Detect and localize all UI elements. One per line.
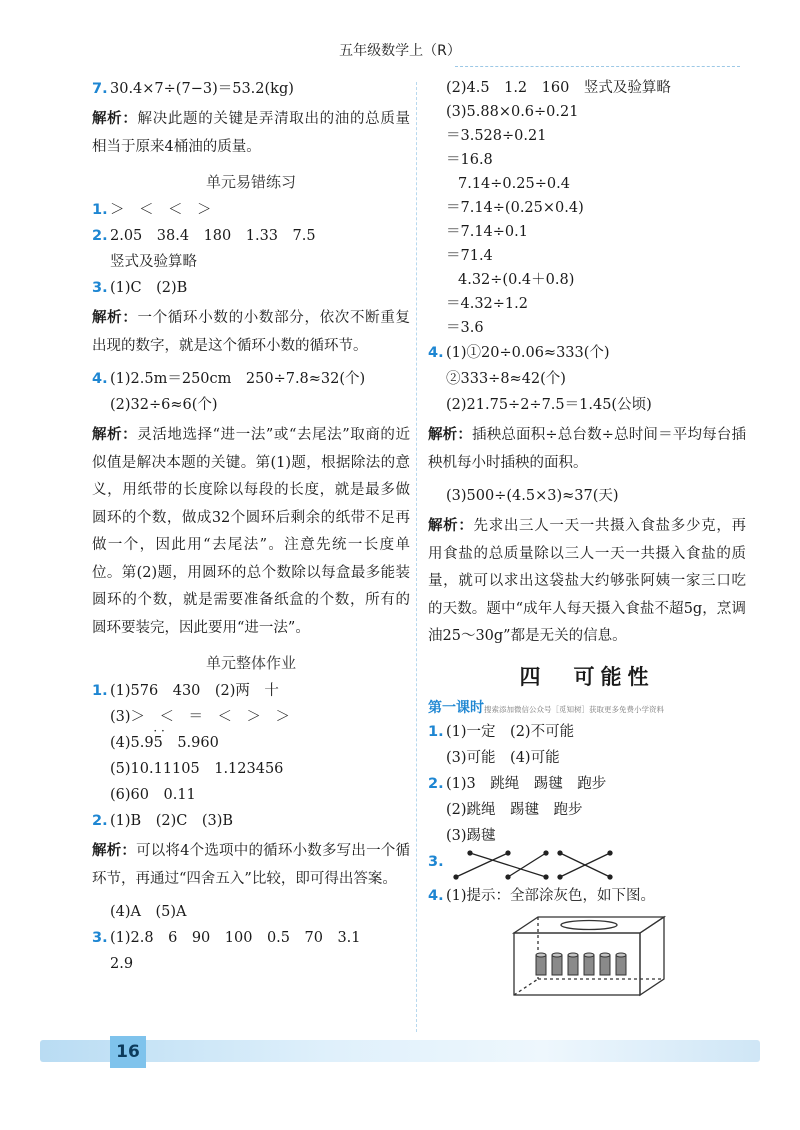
analysis-block [92, 422, 410, 642]
answer-text: (1)576 430 (2)两 十 [110, 683, 279, 699]
answer-line [428, 172, 746, 196]
answer-line [428, 196, 746, 220]
item-number: 2. [92, 228, 108, 244]
answer-text: (1)一定 (2)不可能 [446, 723, 575, 740]
item-number: 3. [92, 930, 108, 946]
answer-text: 2.05 38.4 180 1.33 7.5 [110, 228, 316, 244]
analysis-block [428, 513, 746, 651]
answer-line [92, 925, 410, 951]
item-number: 1. [92, 683, 108, 699]
answer-line [428, 268, 746, 292]
figure-area [428, 909, 746, 1001]
answer-text: (1)B (2)C (3)B [110, 813, 234, 829]
answer-line [428, 483, 746, 509]
answer-line [92, 197, 410, 223]
item-number: 1. [92, 202, 108, 218]
answer-text: (1)2.5m＝250cm 250÷7.8≈32(个) [110, 371, 366, 387]
answer-text: (2)跳绳 踢毽 跑步 [446, 801, 583, 818]
answer-text: ＝16.8 [446, 152, 493, 168]
analysis-text: 解决此题的关键是弄清取出的油的总质量相当于原来4桶油的质量。 [92, 111, 411, 155]
footer-band [40, 1040, 760, 1062]
answer-line [428, 148, 746, 172]
answer-line [92, 678, 410, 704]
analysis-text: 插秧总面积÷总台数÷总时间＝平均每台插秧机每小时插秧的面积。 [428, 427, 746, 471]
analysis-label: 解析： [428, 518, 474, 534]
answer-line [428, 745, 746, 771]
answer-text: ②333÷8≈42(个) [446, 371, 566, 387]
answer-text: (2)4.5 1.2 160 竖式及验算略 [446, 80, 671, 96]
answer-line [92, 730, 410, 756]
left-column [92, 76, 410, 977]
answer-text: (3)5.88×0.6÷0.21 [446, 104, 579, 120]
answer-text-prefix: (4)5. [110, 735, 145, 751]
answer-text: (2)32÷6≈6(个) [110, 397, 218, 413]
promo-note: 搜索添加微信公众号［觅知树］获取更多免费小学资料 [484, 704, 664, 714]
analysis-label: 解析： [92, 310, 138, 326]
answer-line [428, 883, 746, 909]
answer-text-rest: 5.960 [162, 735, 219, 751]
answer-text: ＝71.4 [446, 248, 493, 264]
answer-line [428, 392, 746, 418]
answer-text: (1)①20÷0.06≈333(个) [446, 345, 610, 361]
analysis-text: 可以将4个选项中的循环小数多写出一个循环节，再通过“四舍五入”比较，即可得出答案。 [92, 843, 410, 887]
answer-line [428, 366, 746, 392]
answer-text: (1)C (2)B [110, 280, 188, 296]
answer-text: (3)可能 (4)可能 [446, 749, 560, 766]
analysis-label: 解析： [92, 111, 138, 127]
answer-line [92, 704, 410, 730]
item-number: 3. [428, 853, 444, 870]
answer-text: (1)3 跳绳 踢毽 跑步 [446, 775, 607, 792]
chapter-title: 四 可能性 [519, 664, 655, 689]
answer-line [428, 340, 746, 366]
answer-line [428, 244, 746, 268]
answer-line [92, 392, 410, 418]
item-number: 4. [428, 345, 444, 361]
analysis-text: 先求出三人一天一共摄入食盐多少克，再用食盐的总质量除以三人一天一共摄入食盐的质量，就可以求出这袋盐大约够张阿姨一家三口吃的天数。题中“成年人每天摄入食盐不超5g，烹调油25～30g”都是无关的信息。 [428, 518, 747, 644]
answer-text: (1)提示：全部涂灰色，如下图。 [446, 887, 656, 904]
answer-line [428, 849, 746, 883]
item-number: 3. [92, 280, 108, 296]
item-number: 1. [428, 723, 444, 740]
analysis-text: 灵活地选择“进一法”或“去尾法”取商的近似值是解决本题的关键。第(1)题，根据除法的意义，用纸带的长度除以每段的长度，就是最多做圆环的个数，做成32个圆环后剩余的纸带不足再做一个，因此用“去尾法”。注意先统一长度单位。第(2)题，用圆环的总个数除以每盒最多能装圆环的个数，就是需要准备纸盒的个数，所有的圆环要装完，因此要用“进一法”。 [92, 427, 411, 636]
answer-line [428, 124, 746, 148]
answer-line [92, 76, 410, 102]
answer-line [92, 951, 410, 977]
analysis-block [92, 106, 410, 161]
answer-line [428, 100, 746, 124]
answer-text: 30.4×7÷(7−3)＝53.2(kg) [110, 81, 294, 97]
answer-line [92, 249, 410, 275]
answer-text: 4.32÷(0.4＋0.8) [458, 272, 575, 288]
answer-line [428, 719, 746, 745]
answer-line [428, 292, 746, 316]
box-with-balls-figure [510, 911, 670, 999]
item-number: 4. [92, 371, 108, 387]
answer-line [428, 823, 746, 849]
answer-line [92, 756, 410, 782]
lesson-title: 第一课时 [428, 699, 484, 716]
page-number: 16 [110, 1036, 146, 1068]
answer-text: (3)500÷(4.5×3)≈37(天) [446, 488, 619, 504]
analysis-block [92, 838, 410, 893]
repeating-decimal-digits: · · 95 [144, 730, 162, 756]
analysis-block [428, 422, 746, 477]
analysis-block [92, 305, 410, 360]
answer-text: (4)A (5)A [110, 904, 187, 920]
answer-text: (6)60 0.11 [110, 787, 196, 803]
answer-text: 竖式及验算略 [110, 254, 197, 270]
answer-text: ＝4.32÷1.2 [446, 296, 528, 312]
answer-text: ＞ ＜ ＜ ＞ [110, 202, 212, 218]
analysis-label: 解析： [428, 427, 473, 443]
answer-line [428, 771, 746, 797]
answer-text: ＝3.6 [446, 320, 484, 336]
answer-line [92, 223, 410, 249]
lesson-header [428, 697, 746, 719]
answer-line [92, 366, 410, 392]
answer-text: ＝7.14÷0.1 [446, 224, 528, 240]
item-number: 7. [92, 81, 108, 97]
right-column [428, 76, 746, 1001]
answer-text: (1)2.8 6 90 100 0.5 70 3.1 [110, 930, 361, 946]
answer-text: 7.14÷0.25÷0.4 [458, 176, 570, 192]
answer-text: (3)踢毽 [446, 827, 496, 844]
column-divider [416, 82, 417, 1032]
answer-line [428, 76, 746, 100]
item-number: 4. [428, 887, 444, 904]
section-title: 单元整体作业 [205, 654, 296, 672]
answer-line [428, 220, 746, 244]
analysis-label: 解析： [92, 843, 137, 859]
section-title: 单元易错练习 [205, 173, 296, 191]
answer-text: 2.9 [110, 956, 134, 972]
answer-line [428, 797, 746, 823]
analysis-label: 解析： [92, 427, 138, 443]
item-number: 2. [92, 813, 108, 829]
answer-text: (3)＞ ＜ ＝ ＜ ＞ ＞ [110, 709, 291, 725]
header-rule [455, 66, 740, 67]
answer-text: ＝3.528÷0.21 [446, 128, 547, 144]
answer-line [428, 316, 746, 340]
item-number: 2. [428, 775, 444, 792]
page-header: 五年级数学上（R） [339, 43, 461, 59]
answer-text: (5)10.11105 1.123456 [110, 761, 284, 777]
matching-lines-diagram [450, 849, 620, 881]
answer-line [92, 899, 410, 925]
answer-line [92, 808, 410, 834]
answer-line [92, 275, 410, 301]
analysis-text: 一个循环小数的小数部分，依次不断重复出现的数字，就是这个循环小数的循环节。 [92, 310, 411, 354]
answer-line [92, 782, 410, 808]
answer-text: (2)21.75÷2÷7.5＝1.45(公顷) [446, 397, 652, 413]
answer-text: ＝7.14÷(0.25×0.4) [446, 200, 584, 216]
